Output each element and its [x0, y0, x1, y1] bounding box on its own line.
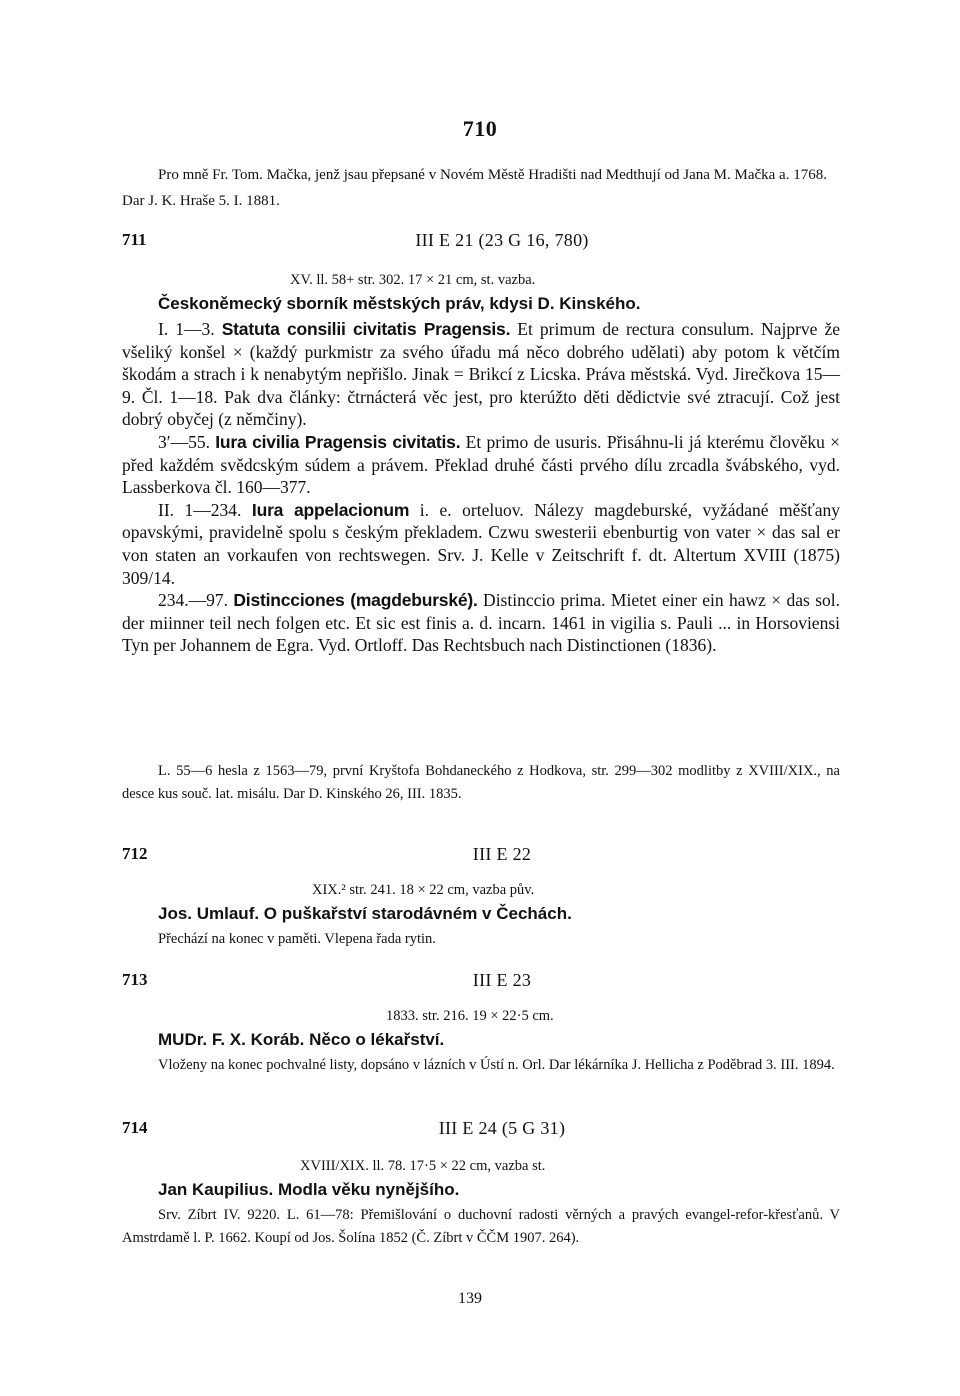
entry-note [122, 1204, 840, 1250]
physical-description: 1833. str. 216. 19 × 22·5 cm. [386, 1008, 554, 1024]
contents-paragraph: II. 1—234. Iura appelacionum i. e. orteluov. Nálezy magdeburské, vyžádané měšťany opavskými, pravidelně spolu s českým překladem. Czwu swesterii ebenburtig von vater × das sal er von staten an vorkaufen von rechtswegen. Srv. J. Kelle v Zeitschrift f. dt. Altertum XVIII (1875) 309/14. [122, 499, 840, 588]
entry-title: MUDr. F. X. Koráb. Něco o lékařství. [158, 1030, 445, 1049]
shelfmark: III E 21 (23 G 16, 780) [415, 230, 589, 250]
shelfmark: III E 23 [472, 970, 532, 990]
entry-number: 714 [122, 1118, 148, 1137]
entry-note [122, 1054, 840, 1077]
page-number-top: 710 [462, 116, 498, 141]
entry-number: 713 [122, 970, 148, 989]
entry-note-text: Přechází na konec v paměti. Vlepena řada rytin. [158, 931, 436, 947]
contents-description [122, 318, 840, 657]
entry-title: Jan Kaupilius. Modla věku nynějšího. [158, 1180, 460, 1199]
entry-title: Jos. Umlauf. O puškařství starodávném v Čechách. [158, 904, 572, 923]
physical-description: XV. ll. 58+ str. 302. 17 × 21 cm, st. vazba. [290, 272, 536, 288]
entry-note [122, 760, 840, 806]
entry-title: Českoněmecký sborník městských práv, kdysi D. Kinského. [158, 294, 641, 313]
contents-paragraph: 3′—55. Iura civilia Pragensis civitatis. Et primo de usuris. Přisáhnu-li já kterému člověku × před každém svědcským súdem a právem. Překlad druhé části prvého dílu zrcadla švábského, vyd. Lassberkova čl. 160—377. [122, 431, 840, 498]
entry-number: 711 [122, 230, 147, 249]
shelfmark: III E 24 (5 G 31) [438, 1118, 566, 1138]
page-number-bottom: 139 [458, 1290, 482, 1307]
entry-note-text: L. 55—6 hesla z 1563—79, první Kryštofa Bohdaneckého z Hodkova, str. 299—302 modlitby z XVIII/XIX., na desce kus souč. lat. misálu. Dar D. Kinského 26, III. 1835. [122, 763, 840, 802]
entry-note [122, 928, 840, 951]
continuation-text: Pro mně Fr. Tom. Mačka, jenž jsau přepsané v Novém Městě Hradišti nad Medthují od Jana M. Mačka a. 1768. Dar J. K. Hraše 5. I. 1881. [122, 167, 827, 209]
entry-note-text: Srv. Zíbrt IV. 9220. L. 61—78: Přemišlování o duchovní radosti věrných a pravých evangel-refor-křesťanů. V Amstrdamě l. P. 1662. Koupí od Jos. Šolína 1852 (Č. Zíbrt v ČČM 1907. 264). [122, 1207, 840, 1246]
entry-number: 712 [122, 844, 148, 863]
contents-paragraph: I. 1—3. Statuta consilii civitatis Pragensis. Et primum de rectura consulum. Najprve že všeliký konšel × (každý purkmistr za svého úřadu má něco dobrého udělati) aby potom k větčím škodám a strach i k nenabytým nepřišlo. Jinak = Brikcí z Licska. Práva městská. Vyd. Jirečkova 15—9. Čl. 1—18. Pak dva články: čtrnácterá věc jest, pro kterúžto děti dědictvie své ztracují. Což jest dobrý obyčej (z němčiny). [122, 319, 841, 430]
contents-paragraph: 234.—97. Distincciones (magdeburské). Distinccio prima. Mietet einer ein hawz × das sol. der miinner teil nech folgen etc. Et sic est finis a. d. incarn. 1461 in vigilia s. Pauli ... in Horsoviensi Tyn per Johannem de Egra. Vyd. Ortloff. Das Rechtsbuch nach Distinctionen (1836). [122, 590, 841, 656]
physical-description: XVIII/XIX. ll. 78. 17·5 × 22 cm, vazba st. [300, 1158, 546, 1174]
physical-description: XIX.² str. 241. 18 × 22 cm, vazba pův. [312, 882, 535, 898]
shelfmark: III E 22 [472, 844, 532, 864]
entry-note-text: Vloženy na konec pochvalné listy, dopsáno v lázních v Ústí n. Orl. Dar lékárníka J. Hellicha z Poděbrad 3. III. 1894. [158, 1057, 835, 1073]
continuation-note [122, 162, 840, 214]
